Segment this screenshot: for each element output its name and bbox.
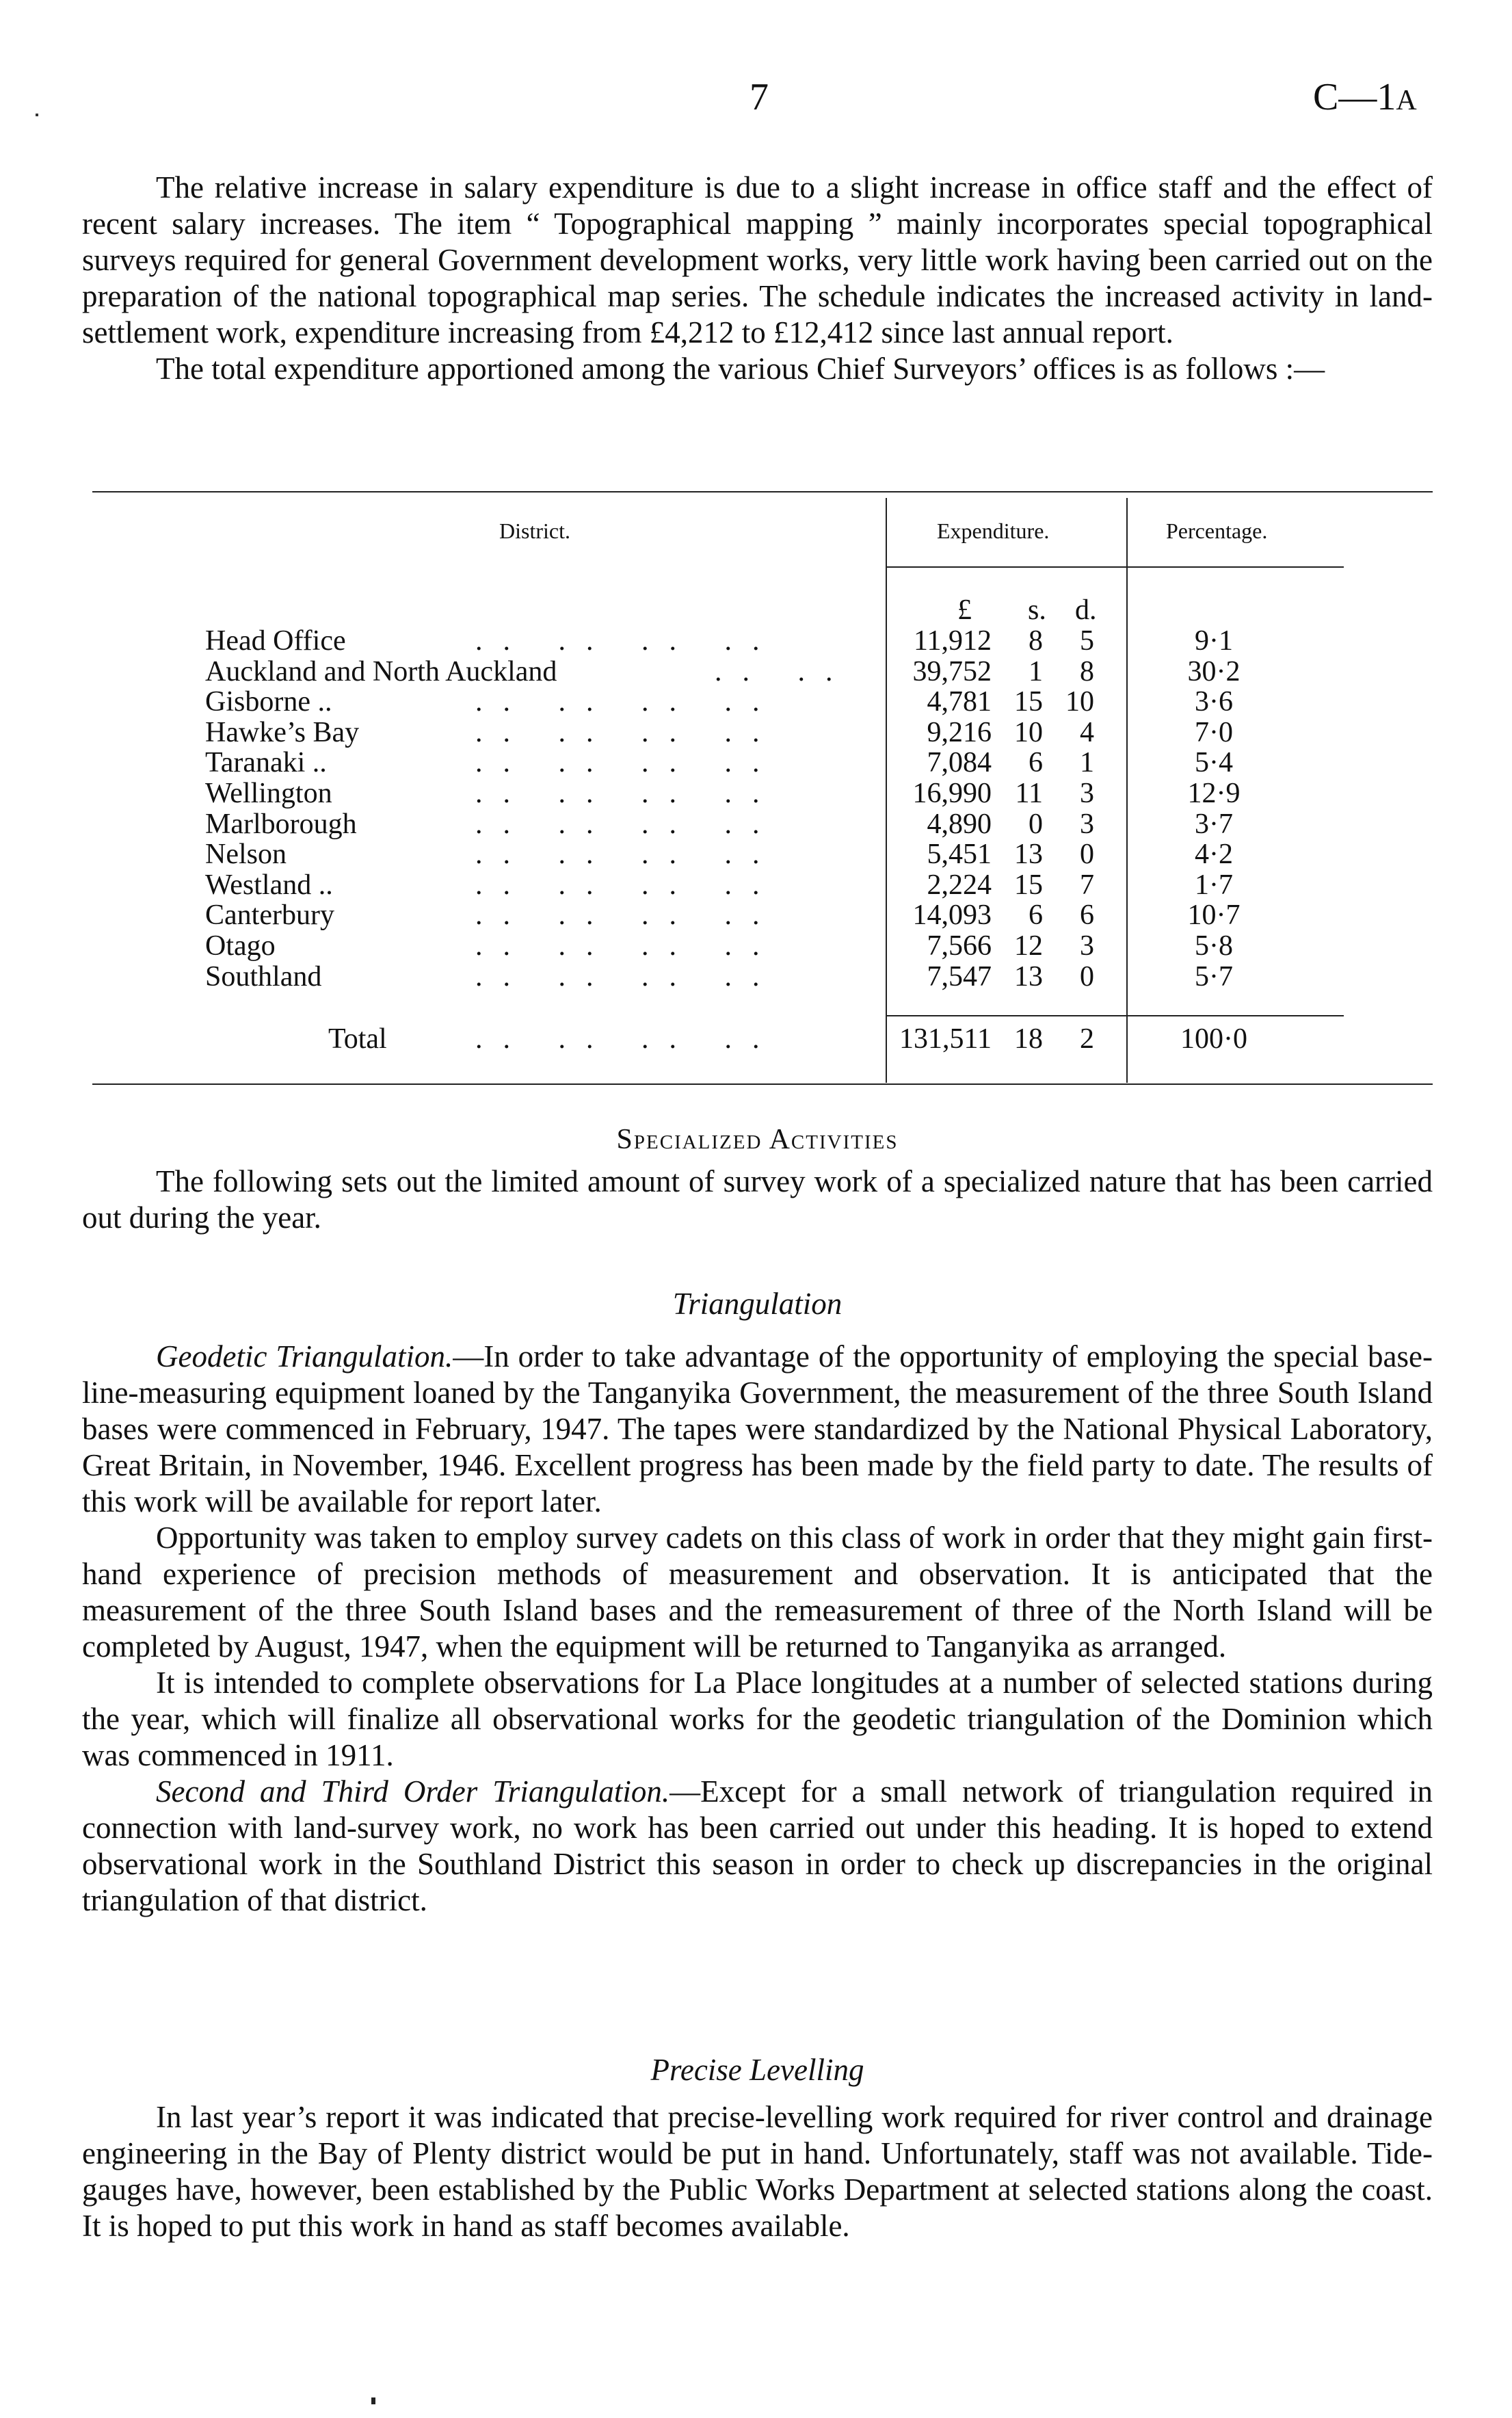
row-percent: 4·2 — [1195, 839, 1233, 871]
specialized-section — [82, 1122, 1433, 1236]
row-percent: 5·8 — [1195, 930, 1233, 962]
row-pence: 3 — [1080, 930, 1094, 962]
unit-shillings: s. — [1028, 594, 1046, 626]
doc-ref-sub: A — [1396, 85, 1417, 116]
row-pounds: 14,093 — [912, 899, 992, 932]
row-shillings: 0 — [1029, 808, 1043, 840]
row-shillings: 10 — [1014, 716, 1043, 748]
row-district: Gisborne .. — [205, 686, 332, 718]
leader-dots: .. .. .. .. — [475, 899, 780, 932]
leader-dots: .. .. .. .. — [475, 808, 780, 840]
geodetic-paragraph — [82, 1339, 1433, 1520]
row-pence: 0 — [1080, 839, 1094, 871]
row-pounds: 7,547 — [927, 960, 992, 993]
row-shillings: 13 — [1014, 839, 1043, 871]
row-pence: 3 — [1080, 778, 1094, 809]
row-pounds: 7,566 — [927, 930, 992, 962]
row-pounds: 4,890 — [927, 808, 992, 840]
second-order-text: —Except for a small network of triangulation required in connection with land-survey work, no work has been carried out under this heading. It is hoped to extend observational work in the Southland District this season in order to check up discrepancies in the original triangulation of that district. — [82, 1774, 1433, 1917]
second-order-paragraph — [82, 1774, 1433, 1919]
second-order-lead: Second and Third Order Triangulation. — [156, 1774, 670, 1809]
row-percent: 5·4 — [1195, 747, 1233, 779]
row-shillings: 15 — [1014, 869, 1043, 901]
row-district: Hawke’s Bay — [205, 716, 360, 748]
row-pence: 5 — [1080, 625, 1094, 657]
row-pounds: 39,752 — [912, 655, 992, 687]
leader-dots: .. .. .. .. — [475, 716, 780, 748]
total-label: Total — [328, 1023, 387, 1055]
leader-dots: .. .. .. .. — [475, 869, 780, 901]
col-header-district: District. — [499, 518, 570, 543]
leader-dots: .. .. .. .. — [475, 839, 780, 871]
row-pounds: 16,990 — [912, 778, 992, 809]
row-district: Marlborough — [205, 808, 357, 840]
specialized-heading: Specialized Activities — [616, 1124, 899, 1155]
row-district: Wellington — [205, 778, 332, 809]
total-shillings: 18 — [1014, 1023, 1043, 1055]
row-district: Nelson — [205, 839, 287, 871]
intro-paragraph-1: The relative increase in salary expenditure is due to a slight increase in office staff and the effect of recent salary increases. The item “ Topographical mapping ” mainly incorporates special topographical surveys required for general Government development works, very little work having been carried out on the preparation of the national topographical map series. The schedule indicates the increased activity in land-settlement work, expenditure increasing from £4,212 to £12,412 since last annual report. — [82, 170, 1433, 350]
col-header-percentage: Percentage. — [1166, 518, 1268, 543]
geodetic-lead: Geodetic Triangulation. — [156, 1339, 453, 1374]
row-pounds: 5,451 — [927, 839, 992, 871]
levelling-paragraph: In last year’s report it was indicated that precise-levelling work required for river control and drainage engineering in the Bay of Plenty district would be put in hand. Unfortunately, staff was not available. Tide-gauges have, however, been established by the Public Works Department at selected stations along the coast. It is hoped to put this work in hand as staff becomes available. — [82, 2100, 1433, 2243]
row-shillings: 11 — [1015, 778, 1043, 809]
row-pounds: 11,912 — [914, 625, 992, 657]
leader-dots: .. .. .. .. — [475, 930, 780, 962]
triangulation-heading: Triangulation — [672, 1287, 843, 1321]
table-top-rule — [92, 491, 1433, 492]
row-district: Otago — [205, 930, 276, 962]
levelling-heading: Precise Levelling — [650, 2053, 864, 2087]
leader-dots: .. .. .. .. — [475, 960, 780, 993]
row-percent: 5·7 — [1195, 960, 1233, 993]
row-pence: 7 — [1080, 869, 1094, 901]
table-bottom-rule — [92, 1083, 1433, 1085]
row-percent: 12·9 — [1187, 778, 1241, 809]
expenditure-table — [92, 491, 1433, 1093]
leader-dots: .. .. .. .. — [475, 747, 780, 779]
leader-dots: .. .. .. .. — [475, 1023, 780, 1055]
doc-ref-main: C—1 — [1313, 76, 1396, 118]
unit-pence: d. — [1075, 594, 1097, 626]
row-pence: 1 — [1080, 747, 1094, 779]
total-pounds: 131,511 — [899, 1023, 992, 1055]
row-shillings: 8 — [1029, 625, 1043, 657]
col-header-expenditure: Expenditure. — [937, 518, 1050, 543]
laplace-paragraph: It is intended to complete observations for La Place longitudes at a number of selected stations during the year, which will finalize all observational works for the geodetic triangulation of the Dominion which was commenced in 1911. — [82, 1666, 1433, 1772]
row-shillings: 13 — [1014, 960, 1043, 993]
geodetic-text: —In order to take advantage of the opportunity of employing the special base-line-measuring equipment loaned by the Tanganyika Government, the measurement of the three South Island bases were commenced in February, 1947. The tapes were standardized by the National Physical Laboratory, Great Britain, in November, 1946. Excellent progress has been made by the field party to date. The results of this work will be available for report later. — [82, 1339, 1433, 1519]
row-district: Auckland and North Auckland — [205, 655, 557, 687]
row-percent: 10·7 — [1187, 899, 1241, 932]
row-percent: 7·0 — [1195, 716, 1233, 748]
table-column-divider — [1126, 498, 1128, 1083]
row-district: Head Office — [205, 625, 346, 657]
row-percent: 3·6 — [1195, 686, 1233, 718]
row-pence: 10 — [1065, 686, 1094, 718]
total-percent: 100·0 — [1180, 1023, 1247, 1055]
margin-dot — [36, 114, 38, 116]
row-pence: 8 — [1080, 655, 1094, 687]
specialized-intro: The following sets out the limited amount of survey work of a specialized nature that has been carried out during the year. — [82, 1164, 1433, 1235]
row-shillings: 1 — [1029, 655, 1043, 687]
row-percent: 3·7 — [1195, 808, 1233, 840]
levelling-section — [82, 2052, 1433, 2244]
row-pounds: 9,216 — [927, 716, 992, 748]
intro-section — [82, 170, 1433, 387]
cadets-paragraph: Opportunity was taken to employ survey cadets on this class of work in order that they might gain first-hand experience of precision methods of measurement and observation. It is anticipated that the measurement of the three South Island bases and the remeasurement of three of the North Island will be completed by August, 1947, when the equipment will be returned to Tanganyika as arranged. — [82, 1521, 1433, 1664]
row-pence: 4 — [1080, 716, 1094, 748]
leader-dots: .. .. .. .. — [475, 686, 780, 718]
row-district: Southland — [205, 960, 322, 993]
row-pounds: 7,084 — [927, 747, 992, 779]
row-pence: 6 — [1080, 899, 1094, 932]
row-shillings: 15 — [1014, 686, 1043, 718]
row-shillings: 12 — [1014, 930, 1043, 962]
document-reference — [1313, 75, 1417, 119]
total-pence: 2 — [1080, 1023, 1094, 1055]
page-mark — [371, 2397, 375, 2404]
leader-dots: .. .. .. .. — [475, 625, 780, 657]
row-shillings: 6 — [1029, 899, 1043, 932]
row-district: Canterbury — [205, 899, 334, 932]
unit-pounds: £ — [957, 594, 972, 626]
row-percent: 1·7 — [1195, 869, 1233, 901]
triangulation-section — [82, 1286, 1433, 1919]
header-underline — [886, 566, 1344, 568]
intro-paragraph-2: The total expenditure apportioned among the various Chief Surveyors’ offices is as follows :— — [156, 352, 1325, 386]
leader-dots: .. .. .. .. — [475, 778, 780, 809]
row-pence: 0 — [1080, 960, 1094, 993]
row-shillings: 6 — [1029, 747, 1043, 779]
row-district: Westland .. — [205, 869, 333, 901]
row-pounds: 2,224 — [927, 869, 992, 901]
row-pence: 3 — [1080, 808, 1094, 840]
row-district: Taranaki .. — [205, 747, 327, 779]
row-percent: 30·2 — [1187, 655, 1241, 687]
total-rule — [886, 1015, 1344, 1016]
row-percent: 9·1 — [1195, 625, 1233, 657]
table-column-divider — [886, 498, 887, 1083]
leader-dots: .. .. — [715, 655, 853, 687]
row-pounds: 4,781 — [927, 686, 992, 718]
page-number: 7 — [750, 76, 769, 118]
